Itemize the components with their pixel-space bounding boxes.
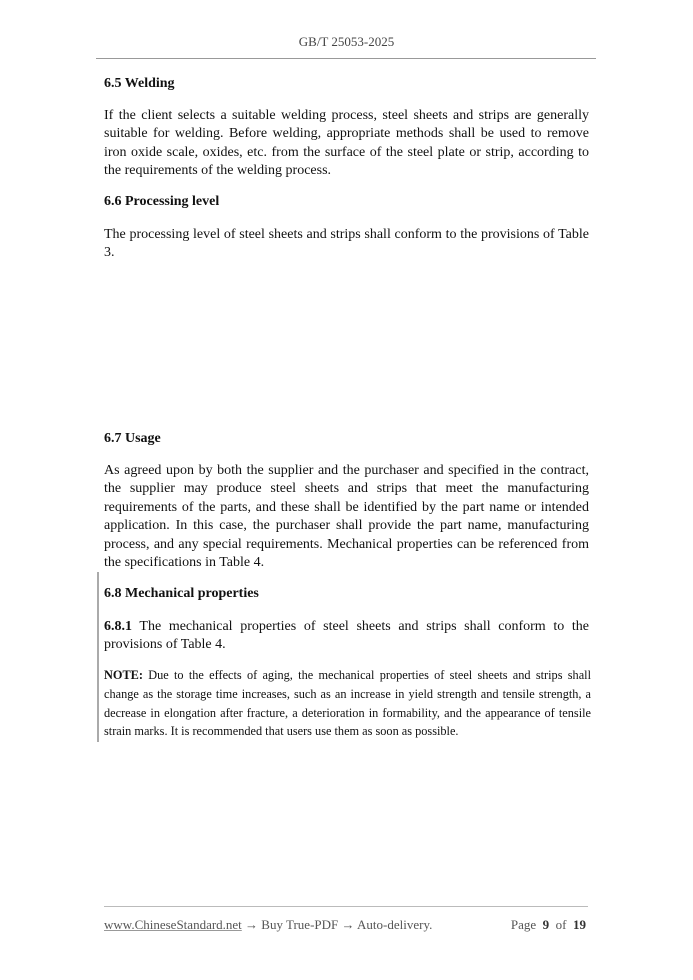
header-divider: [96, 58, 596, 59]
total-pages: 19: [573, 917, 586, 932]
arrow-icon: →: [245, 917, 259, 932]
note: [104, 666, 591, 741]
clause-6-8-1: [104, 618, 589, 655]
section-text-usage: As agreed upon by both the supplier and the purchaser and specified in the contract, the supplier may produce steel sheets and strips that meet the manufacturing requirements of the parts, and these shall be identified by the part name or intended application. In this case, the purchaser shall provide the part name, manufacturing process, and any special requirements. Mechanical properties can be referenced from the specifications in Table 4.: [104, 463, 589, 571]
section-heading-welding: 6.5 Welding: [104, 76, 175, 91]
section-heading-processing-level: 6.6 Processing level: [104, 194, 220, 209]
note-text: Due to the effects of aging, the mechanical properties of steel sheets and strips shall change as the storage time increases, such as an increase in yield strength and tensile strength, a decrease in elongation after fracture, a deterioration in formability, and the appearance of tensile strain marks. It is recommended that users use them as soon as possible.: [104, 668, 591, 739]
page-number: [511, 917, 586, 933]
document-header: GB/T 25053-2025: [298, 34, 395, 49]
footer-divider: [104, 906, 588, 907]
buy-text: Buy True-PDF: [261, 917, 339, 932]
page-label: Page: [510, 917, 537, 932]
section-heading-mechanical-properties: 6.8 Mechanical properties: [104, 586, 259, 601]
section-heading-usage: 6.7 Usage: [104, 431, 161, 446]
footer-promo: [104, 917, 432, 933]
clause-number: 6.8.1: [104, 619, 132, 634]
note-label: NOTE:: [104, 668, 143, 682]
delivery-text: Auto-delivery.: [357, 917, 433, 932]
current-page: 9: [542, 917, 550, 932]
arrow-icon: →: [341, 917, 355, 932]
of-label: of: [555, 917, 567, 932]
section-text-processing-level: The processing level of steel sheets and strips shall conform to the provisions of Table 3.: [104, 227, 589, 261]
site-link[interactable]: www.ChineseStandard.net: [104, 917, 242, 932]
change-bar: [97, 572, 99, 742]
section-text-welding: If the client selects a suitable welding process, steel sheets and strips are generally suitable for welding. Before welding, appropriate methods shall be used to remove iron oxide scale, oxides, etc. from the surface of the steel plate or strip, according to the requirements of the welding process.: [104, 108, 589, 179]
clause-text: The mechanical properties of steel sheets and strips shall conform to the provisions of Table 4.: [104, 619, 589, 653]
